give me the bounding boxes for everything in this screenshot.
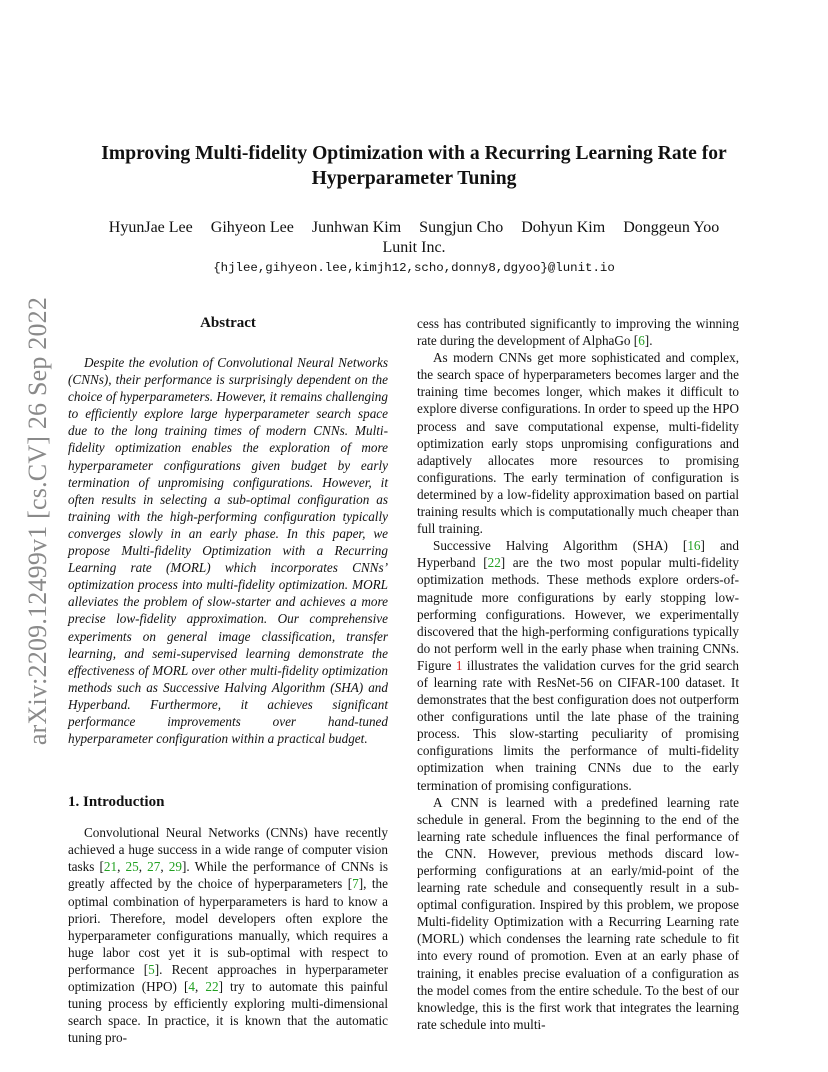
abstract-heading: Abstract <box>200 315 256 331</box>
text-run: ] and Hyperband [ <box>417 538 739 571</box>
affiliation: Lunit Inc. <box>382 239 446 256</box>
author-emails: {hjlee,gihyeon.lee,kimjh12,scho,donny8,dgyoo}@lunit.io <box>213 261 615 275</box>
text-run: ] are the two most popular multi-fidelity optimization methods. These methods explore orders-of-magnitude more configurations by early stopping low-performing configurations. However, we experimentally discovered that the high-performing configurations typically do not perform well in the early phase when training CNNs. Figure <box>417 555 740 673</box>
paper-title <box>80 141 748 191</box>
citation-link[interactable]: 27 <box>147 859 161 875</box>
text-run: ]. Recent approaches in hyperparameter optimization (HPO) [ <box>68 961 388 994</box>
arxiv-sidebar-stamp <box>18 286 58 756</box>
introduction-heading: 1. Introduction <box>68 794 165 811</box>
body-paragraph: As modern CNNs get more sophisticated and complex, the search space of hyperparameters becomes larger and the training time becomes longer, which makes it difficult to explore diverse configurations. In order to speed up the HPO process and save computational expense, multi-fidelity optimization early stops unpromising configurations and adaptively allocates more resources to promising configurations. The early termination of configuration is determined by a low-fidelity approximation based on partial training results which is computationally much cheaper than full training. <box>417 350 739 537</box>
body-paragraph: A CNN is learned with a predefined learning rate schedule in general. From the beginning to the end of the learning rate schedule influences the final performance of the CNN. However, previous methods discard low-performing configurations at an early/mid-point of the learning rate schedule and consequently result in a sub-optimal configuration. Inspired by this problem, we propose Multi-fidelity Optimization with a Recurring Learning rate (MORL) which condenses the learning rate schedule to fit into every round of promotion. Even at an early phase of training, it enables precise evaluation of a configuration as the model comes from the entire schedule. To the best of our knowledge, this is the first work that integrates the learning rate schedule into multi- <box>417 794 739 1032</box>
text-run: Successive Halving Algorithm (SHA) [ <box>433 538 688 554</box>
text-run: illustrates the validation curves for the grid search of learning rate with ResNet-56 on CIFAR-100 dataset. It demonstrates that the best configuration does not outperform other configurations until the late phase of the training process. This slow-starting peculiarity of promising configurations limits the performance of multi-fidelity optimization when training CNNs due to the early termination of promising configurations. <box>417 657 740 793</box>
author-name: HyunJae Lee <box>108 219 193 236</box>
author-name: Junhwan Kim <box>311 219 402 236</box>
arxiv-id[interactable]: arXiv:2209.12499v1 [cs.CV] 26 Sep 2022 <box>23 296 52 746</box>
body-paragraph <box>417 315 739 349</box>
author-name: Gihyeon Lee <box>210 219 294 236</box>
figure-link[interactable]: 1 <box>455 657 463 673</box>
citation-link[interactable]: 22 <box>205 979 219 994</box>
citation-link[interactable]: 22 <box>487 555 501 571</box>
citation-link[interactable]: 4 <box>188 979 195 994</box>
author-name: Dohyun Kim <box>521 219 606 236</box>
body-paragraph <box>417 537 739 793</box>
text-run: ]. <box>644 333 653 349</box>
citation-link[interactable]: 25 <box>125 859 139 875</box>
citation-link[interactable]: 5 <box>148 961 155 977</box>
text-run: ], the optimal combination of hyperparameters is hard to know a priori. Therefore, model developers often explore the hyperparameter configurations manually, which requires a huge labor cost yet it is sub-optimal with respect to performance [ <box>68 876 388 977</box>
text-run: ] try to automate this painful tuning process by efficiently exploring multi-dimensional search space. In practice, it is known that the automatic tuning pro- <box>68 979 389 1046</box>
author-name: Donggeun Yoo <box>623 219 720 236</box>
author-name: Sungjun Cho <box>419 219 504 236</box>
right-column <box>417 315 739 1033</box>
citation-link[interactable]: 16 <box>687 538 701 554</box>
author-list <box>80 218 748 238</box>
title-line-2: Hyperparameter Tuning <box>311 168 517 189</box>
citation-link[interactable]: 21 <box>103 859 118 875</box>
citation-link[interactable]: 7 <box>352 876 359 892</box>
citation-link[interactable]: 29 <box>168 859 182 875</box>
abstract-text: Despite the evolution of Convolutional Neural Networks (CNNs), their performance is surprisingly dependent on the choice of hyperparameters. However, it remains challenging to efficiently explore large hyperparameter search space due to the long training times of modern CNNs. Multi-fidelity optimization enables the exploration of more hyperparameter configurations given budget by early termination of unpromising configurations. However, it often results in selecting a sub-optimal configuration as training with the high-performing configuration typically converges slowly in an early phase. In this paper, we propose Multi-fidelity Optimization with a Recurring Learning rate (MORL) which incorporates CNNs’ optimization process into multi-fidelity optimization. MORL alleviates the problem of slow-starter and achieves a more precise low-fidelity approximation. Our comprehensive experiments on general image classification, transfer learning, and semi-supervised learning demonstrate the effectiveness of MORL over other multi-fidelity optimization methods such as Successive Halving Algorithm (SHA) and Hyperband. Furthermore, it achieves significant performance improvements over hand-tuned hyperparameter configuration within a practical budget. <box>68 355 388 747</box>
left-column <box>68 314 388 1046</box>
title-line-1: Improving Multi-fidelity Optimization with a Recurring Learning Rate for <box>101 143 727 164</box>
text-run: Convolutional Neural Networks (CNNs) have recently achieved a huge success in a wide range of computer vision tasks [ <box>68 825 388 875</box>
intro-paragraph: Convolutional Neural Networks (CNNs) have recently achieved a huge success in a wide range of computer vision tasks [21, 25, 27, 29]. While the performance of CNNs is greatly affected by the choice of hyperparameters [7], the optimal combination of hyperparameters is hard to know a priori. Therefore, model developers often explore the hyperparameter configurations manually, which requires a huge labor cost yet it is sub-optimal with respect to performance [5]. Recent approaches in hyperparameter optimization (HPO) [4, 22] try to automate this painful tuning process by efficiently exploring multi-dimensional search space. In practice, it is known that the automatic tuning pro- <box>68 825 389 1046</box>
citation-link[interactable]: 6 <box>638 333 645 349</box>
text-run: cess has contributed significantly to improving the winning rate during the development of AlphaGo [ <box>417 316 739 349</box>
text-run: ]. While the performance of CNNs is greatly affected by the choice of hyperparameters [ <box>68 859 388 892</box>
